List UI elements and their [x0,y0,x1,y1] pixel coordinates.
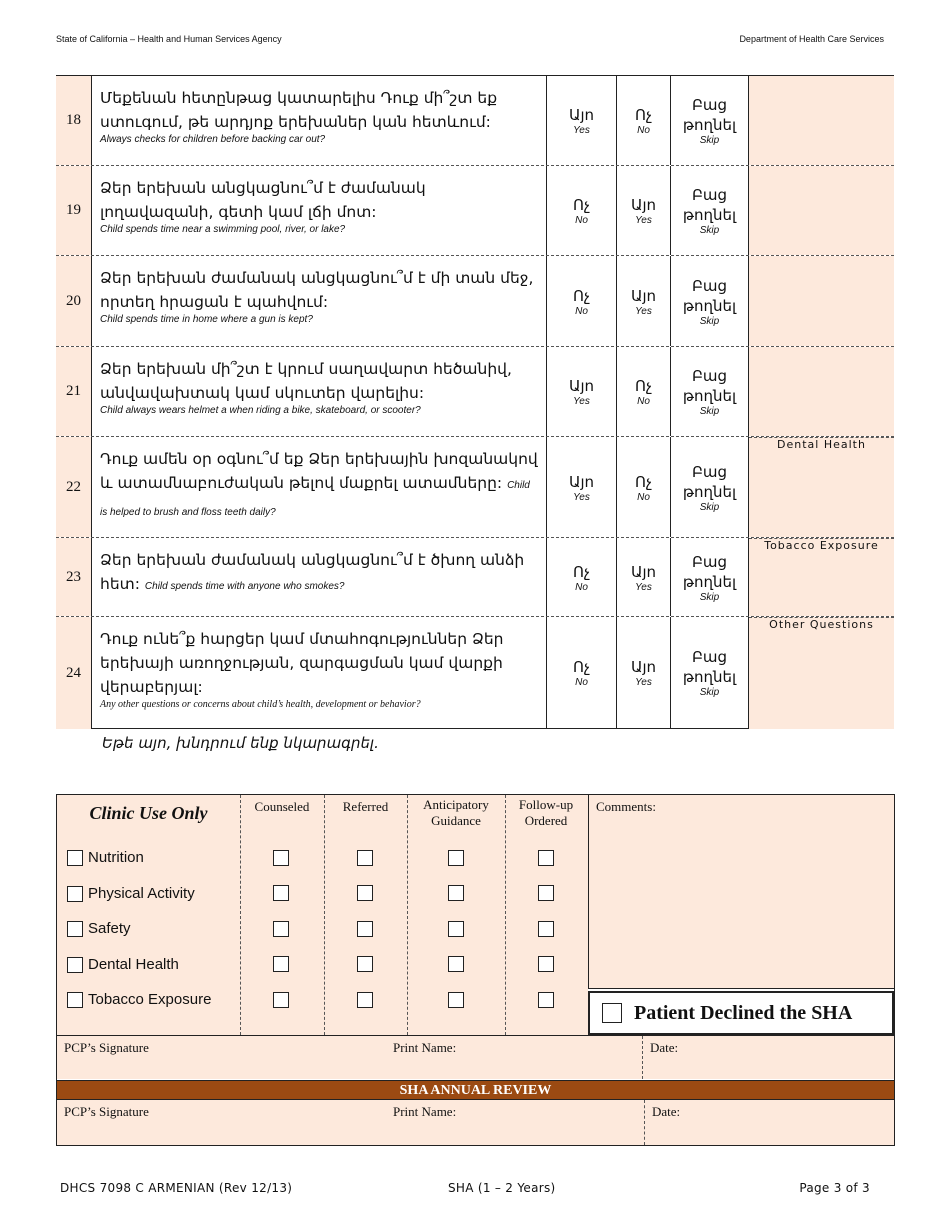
annual-date-label: Date: [652,1104,681,1119]
followup-prompt: Եթե այո, խնդրում ենք նկարագրել. [102,734,379,752]
row-safety[interactable]: Safety [67,920,131,937]
question-number: 23 [56,538,91,616]
annual-print-name-label: Print Name: [393,1104,457,1119]
nutrition-guidance-checkbox[interactable] [448,850,464,866]
dental-health-guidance-checkbox[interactable] [448,956,464,972]
column-header-referred: Referred [342,799,389,814]
physical-activity-followup-checkbox[interactable] [538,885,554,901]
physical-activity-checkbox[interactable] [67,886,83,902]
questions-table [56,75,894,729]
date-label: Date: [650,1040,679,1055]
nutrition-counseled-checkbox[interactable] [273,850,289,866]
nutrition-checkbox[interactable] [67,850,83,866]
row-physical-activity[interactable]: Physical Activity [67,885,195,902]
question-english: Child spends time in home where a gun is kept? [100,314,313,325]
question-text [91,617,547,729]
dental-health-followup-checkbox[interactable] [538,956,554,972]
question-armenian: Ձեր երեխան ժամանակ անցկացնու՞մ է ծխող անձի հետ: Child spends time with anyone who smokes? [100,551,525,593]
answer-skip-option[interactable]: Բաց թողնել Skip [671,256,749,346]
question-armenian: Դուք ունե՞ք հարցեր կամ մտահոգություններ Ձեր երեխայի առողջության, զարգացման կամ վարքի վերաբերյալ: [100,630,504,696]
question-number: 19 [56,166,91,255]
column-divider [240,795,241,1035]
column-header-follow-up-ordered: Follow-up Ordered [518,797,574,828]
patient-declined-checkbox[interactable] [602,1003,622,1023]
question-english: Child is helped to brush and floss teeth daily? [100,480,530,518]
dental-health-referred-checkbox[interactable] [357,956,373,972]
question-text [91,76,547,165]
answer-first-option[interactable]: Ոչ No [547,166,617,255]
answer-second-option[interactable]: Ոչ No [617,437,671,537]
print-name-label: Print Name: [393,1040,457,1055]
safety-counseled-checkbox[interactable] [273,921,289,937]
answer-skip-option[interactable]: Բաց թողնել Skip [671,347,749,436]
category-label: Tobacco Exposure [764,539,879,552]
physical-activity-guidance-checkbox[interactable] [448,885,464,901]
physical-activity-referred-checkbox[interactable] [357,885,373,901]
answer-second-option[interactable]: Այո Yes [617,256,671,346]
row-tobacco-exposure[interactable]: Tobacco Exposure [67,991,211,1008]
row-dental-health[interactable]: Dental Health [67,956,179,973]
column-divider [505,795,506,1035]
row-nutrition[interactable]: Nutrition [67,849,144,866]
question-english: Child always wears helmet a when riding a bike, skateboard, or scooter? [100,405,421,416]
dental-health-checkbox[interactable] [67,957,83,973]
question-english: Child spends time with anyone who smokes? [144,581,345,592]
answer-second-option[interactable]: Այո Yes [617,538,671,616]
answer-first-option[interactable]: Այո Yes [547,437,617,537]
comments-field[interactable] [588,795,894,989]
answer-second-option[interactable]: Այո Yes [617,166,671,255]
safety-followup-checkbox[interactable] [538,921,554,937]
patient-declined-label: Patient Declined the SHA [634,1001,853,1024]
category-cell [749,76,894,165]
column-header-counseled: Counseled [254,799,310,814]
question-row-20 [56,256,894,347]
header-department: Department of Health Care Services [739,34,884,44]
clinic-title: Clinic Use Only [89,803,208,823]
category-cell [749,437,894,537]
column-divider [324,795,325,1035]
pcp-signature-label: PCP’s Signature [64,1040,149,1055]
category-cell [749,617,894,729]
question-text [91,538,547,616]
question-armenian: Ձեր երեխան մի՞շտ է կրում սաղավարտ հեծանիվ, անվավախտակ կամ սկուտեր վարելիս: [100,360,512,402]
question-row-21 [56,347,894,437]
tobacco-exposure-guidance-checkbox[interactable] [448,992,464,1008]
question-armenian: Ձեր երեխան անցկացնու՞մ է ժամանակ լողավազանի, գետի կամ լճի մոտ: [100,179,426,221]
question-number: 20 [56,256,91,346]
question-armenian: Մեքենան հետընթաց կատարելիս Դուք մի՞շտ եք ստուգում, թե արդյոք երեխաներ կան հետևում: [100,89,498,131]
question-text [91,437,547,537]
answer-first-option[interactable]: Ոչ No [547,538,617,616]
question-row-19 [56,166,894,256]
column-divider [642,1036,643,1079]
nutrition-followup-checkbox[interactable] [538,850,554,866]
category-cell [749,538,894,616]
question-number: 21 [56,347,91,436]
answer-skip-option[interactable]: Բաց թողնել Skip [671,76,749,165]
question-number: 18 [56,76,91,165]
question-row-24 [56,617,894,729]
question-text [91,347,547,436]
answer-skip-option[interactable]: Բաց թողնել Skip [671,166,749,255]
question-row-22 [56,437,894,538]
clinic-grid [57,795,588,1035]
signature-row [57,1035,894,1079]
question-text [91,256,547,346]
annual-review-banner: SHA ANNUAL REVIEW [57,1080,894,1100]
question-row-23 [56,538,894,617]
question-number: 22 [56,437,91,537]
nutrition-referred-checkbox[interactable] [357,850,373,866]
annual-review-signature-row [57,1100,894,1145]
footer-form-title: SHA (1 – 2 Years) [448,1181,556,1195]
clinic-use-section [56,794,895,1146]
answer-first-option[interactable]: Այո Yes [547,347,617,436]
column-divider [644,1100,645,1145]
tobacco-exposure-followup-checkbox[interactable] [538,992,554,1008]
category-label: Dental Health [777,438,866,451]
answer-first-option[interactable]: Ոչ No [547,256,617,346]
answer-skip-option[interactable]: Բաց թողնել Skip [671,617,749,729]
tobacco-exposure-checkbox[interactable] [67,992,83,1008]
safety-checkbox[interactable] [67,921,83,937]
tobacco-exposure-counseled-checkbox[interactable] [273,992,289,1008]
question-armenian: Դուք ամեն օր օգնու՞մ եք Ձեր երեխային խոզանակով և ատամնաբուժական թելով մաքրել ատամները: Child is helped to brush and floss teeth daily? [100,450,538,518]
tobacco-exposure-referred-checkbox[interactable] [357,992,373,1008]
header-agency: State of California – Health and Human Services Agency [56,34,282,44]
safety-guidance-checkbox[interactable] [448,921,464,937]
patient-declined-option[interactable] [588,991,894,1035]
footer-form-id: DHCS 7098 C ARMENIAN (Rev 12/13) [60,1181,293,1195]
answer-second-option[interactable]: Այո Yes [617,617,671,729]
footer-page-number: Page 3 of 3 [799,1181,870,1195]
answer-second-option[interactable]: Ոչ No [617,347,671,436]
category-cell [749,347,894,436]
column-header-anticipatory-guidance: Anticipatory Guidance [423,797,489,828]
answer-first-option[interactable]: Ոչ No [547,617,617,729]
question-number: 24 [56,617,91,729]
comments-label: Comments: [596,799,656,814]
column-divider [407,795,408,1035]
annual-pcp-signature-label: PCP’s Signature [64,1104,149,1119]
answer-skip-option[interactable]: Բաց թողնել Skip [671,437,749,537]
question-armenian: Ձեր երեխան ժամանակ անցկացնու՞մ է մի տան մեջ, որտեղ հրացան է պահվում: [100,269,534,311]
question-english: Child spends time near a swimming pool, river, or lake? [100,224,346,235]
safety-referred-checkbox[interactable] [357,921,373,937]
answer-second-option[interactable]: Ոչ No [617,76,671,165]
physical-activity-counseled-checkbox[interactable] [273,885,289,901]
dental-health-counseled-checkbox[interactable] [273,956,289,972]
question-english: Always checks for children before backing car out? [100,134,326,145]
question-text [91,166,547,255]
category-cell [749,256,894,346]
answer-skip-option[interactable]: Բաց թողնել Skip [671,538,749,616]
category-cell [749,166,894,255]
answer-first-option[interactable]: Այո Yes [547,76,617,165]
question-english: Any other questions or concerns about child’s health, development or behavior? [100,699,421,710]
category-label: Other Questions [769,618,874,631]
question-row-18 [56,76,894,166]
